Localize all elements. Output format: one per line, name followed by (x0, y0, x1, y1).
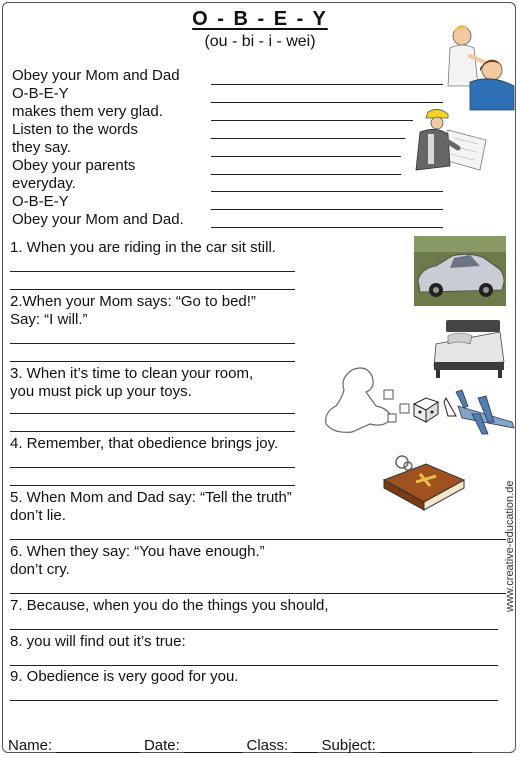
footer-fields: Name: __________ Date: _______ Class: ___ Subject: ___________ (8, 737, 472, 754)
builder-picture (408, 108, 488, 178)
poem-line: makes them very glad. (12, 103, 163, 120)
writing-line[interactable] (211, 102, 443, 103)
poem-line: Obey your Mom and Dad. (12, 211, 184, 228)
writing-line[interactable] (211, 191, 443, 192)
writing-line[interactable] (10, 361, 295, 362)
writing-line[interactable] (211, 209, 443, 210)
pronunciation: (ou - bi - i - wei) (204, 33, 316, 50)
item-text: 9. Obedience is very good for you. (10, 668, 239, 685)
poem-line: O-B-E-Y (12, 193, 69, 210)
writing-line[interactable] (10, 629, 498, 630)
poem-line: everyday. (12, 175, 76, 192)
website-credit: www.creative-education.de (504, 480, 516, 612)
toys-picture (322, 362, 518, 438)
item-text: 6. When they say: “You have enough.” (10, 543, 265, 560)
poem-line: Obey your Mom and Dad (12, 67, 180, 84)
poem-line: Listen to the words (12, 121, 138, 138)
writing-line[interactable] (10, 593, 506, 594)
item-text: you must pick up your toys. (10, 383, 192, 400)
writing-line[interactable] (211, 120, 413, 121)
item-text: 4. Remember, that obedience brings joy. (10, 435, 279, 452)
item-text: 3. When it’s time to clean your room, (10, 365, 254, 382)
writing-line[interactable] (10, 271, 295, 272)
writing-line[interactable] (211, 174, 401, 175)
poem-line: Obey your parents (12, 157, 136, 174)
item-text: don’t cry. (10, 561, 70, 578)
writing-line[interactable] (211, 138, 405, 139)
item-text: 7. Because, when you do the things you should, (10, 597, 329, 614)
item-text: 5. When Mom and Dad say: “Tell the truth” (10, 489, 292, 506)
writing-line[interactable] (10, 485, 295, 486)
item-text: 8. you will find out it’s true: (10, 633, 186, 650)
poem-line: they say. (12, 139, 71, 156)
hairdresser-picture (440, 16, 516, 112)
worksheet-title: O - B - E - Y (192, 8, 328, 30)
item-text: 1. When you are riding in the car sit still. (10, 239, 276, 256)
writing-line[interactable] (10, 289, 295, 290)
writing-line[interactable] (10, 539, 506, 540)
poem-line: O-B-E-Y (12, 85, 69, 102)
writing-line[interactable] (211, 227, 443, 228)
writing-line[interactable] (10, 700, 498, 701)
item-text: don’t lie. (10, 507, 66, 524)
writing-line[interactable] (10, 413, 295, 414)
writing-line[interactable] (211, 156, 401, 157)
writing-line[interactable] (10, 431, 295, 432)
writing-line[interactable] (10, 665, 498, 666)
writing-line[interactable] (10, 467, 295, 468)
writing-line[interactable] (10, 343, 295, 344)
item-text: Say: “I will.” (10, 311, 88, 328)
car-picture (414, 236, 506, 306)
writing-line[interactable] (211, 84, 443, 85)
bible-picture (380, 450, 466, 514)
item-text: 2.When your Mom says: “Go to bed!” (10, 293, 256, 310)
